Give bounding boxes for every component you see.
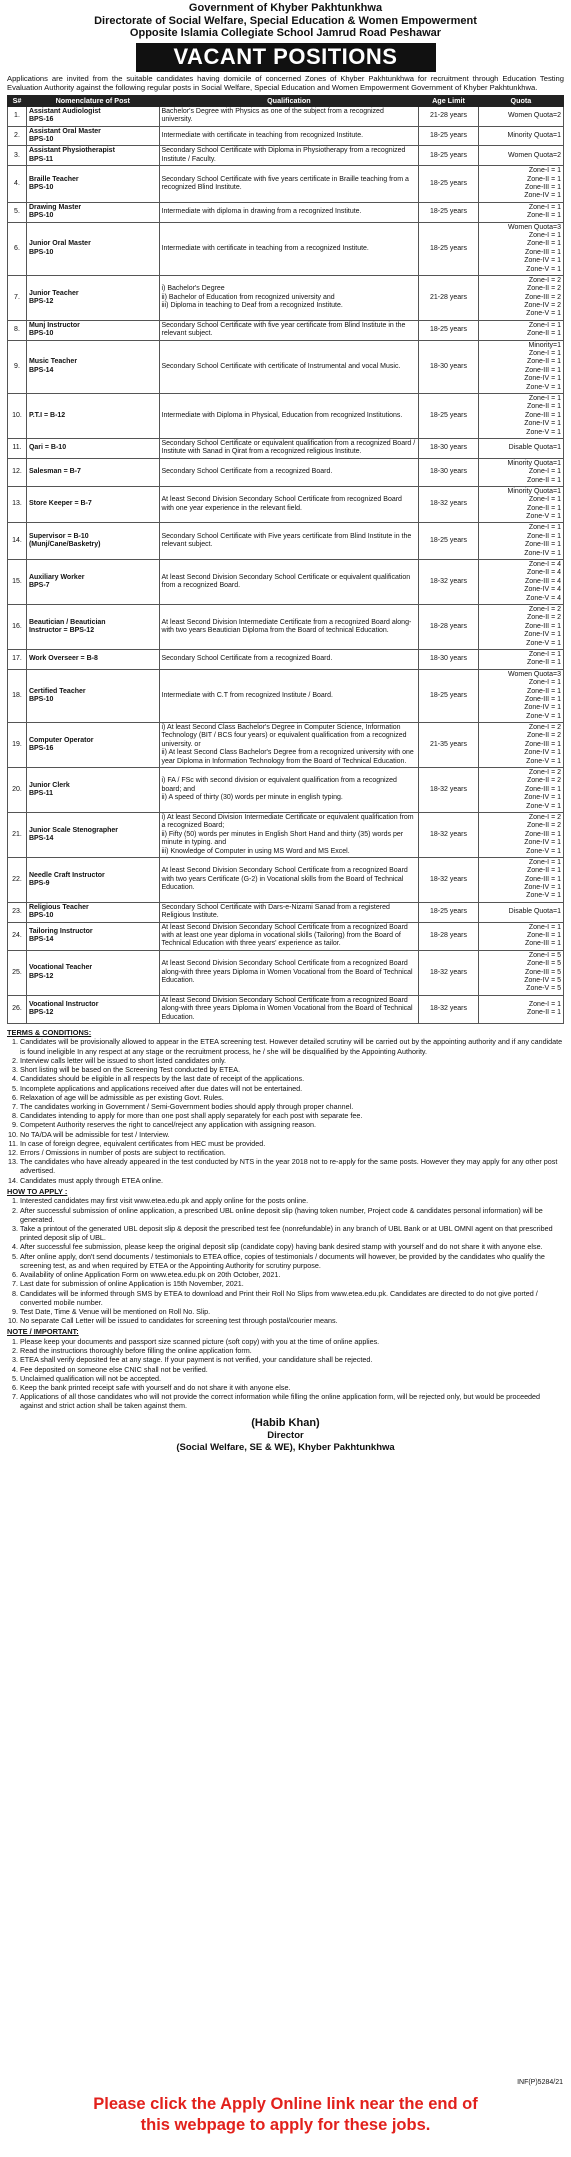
intro-paragraph: Applications are invited from the suitable candidates having domicile of concerned Zones of Khyber Pakhtunkhwa for recruitment through Education Testing Evaluation Authority against the following regular posts in Social Welfare, Special Education and Women Empowerment Government of Khyber Pakhtunkhwa. xyxy=(7,73,564,93)
row-quota: Zone-I = 1 Zone-II = 1 Zone-III = 1 Zone-IV = 1 xyxy=(478,523,563,560)
col-header-quota: Quota xyxy=(478,95,563,106)
apply-item: 10. No separate Call Letter will be issued to candidates for screening test through postal/courier means. xyxy=(20,1316,564,1325)
table-row xyxy=(8,126,564,146)
row-quota: Zone-I = 2 Zone-II = 2 Zone-III = 1 Zone-IV = 1 Zone-V = 1 xyxy=(478,604,563,649)
row-sno: 18. xyxy=(8,669,27,722)
table-row xyxy=(8,458,564,486)
row-qualification: At least Second Division Secondary School Certificate from recognized Board with one year experience in the relevant field. xyxy=(159,486,419,523)
row-age: 18-32 years xyxy=(419,560,479,605)
table-row xyxy=(8,857,564,902)
row-qualification: i) Bachelor's Degree ii) Bachelor of Education from recognized university and iii) Diploma in teaching to Deaf from a recognized Institute. xyxy=(159,275,419,320)
terms-item: 8. Candidates intending to apply for more than one post shall apply separately for each post with separate fee. xyxy=(20,1111,564,1120)
row-qualification: Secondary School Certificate or equivalent qualification from a recognized Board / Institute with Sanad in Qirat from a recognized religious Institute. xyxy=(159,438,419,458)
row-sno: 21. xyxy=(8,812,27,857)
row-quota: Zone-I = 1 Zone-II = 1 Zone-III = 1 Zone-IV = 1 Zone-V = 1 xyxy=(478,857,563,902)
row-age: 18-25 years xyxy=(419,222,479,275)
row-quota: Zone-I = 1 Zone-II = 1 Zone-III = 1 xyxy=(478,922,563,950)
row-qualification: Intermediate with certificate in teaching from recognized Institute. xyxy=(159,126,419,146)
row-sno: 7. xyxy=(8,275,27,320)
row-post: Junior Scale Stenographer BPS-14 xyxy=(26,812,159,857)
apply-item: 9. Test Date, Time & Venue will be mentioned on Roll No. Slip. xyxy=(20,1307,564,1316)
row-age: 18-25 years xyxy=(419,669,479,722)
row-age: 18-25 years xyxy=(419,902,479,922)
row-qualification: At least Second Division Intermediate Certificate from a recognized Board along-with two years Beautician Diploma from the Board of technical Education. xyxy=(159,604,419,649)
row-quota: Zone-I = 1 Zone-II = 1 xyxy=(478,320,563,340)
row-post: Work Overseer = B-8 xyxy=(26,649,159,669)
table-row xyxy=(8,523,564,560)
notes-item: 2. Read the instructions thoroughly before filling the online application form. xyxy=(20,1346,564,1355)
row-sno: 24. xyxy=(8,922,27,950)
row-post: Beautician / Beautician Instructor = BPS-12 xyxy=(26,604,159,649)
row-age: 18-32 years xyxy=(419,768,479,813)
terms-item: 9. Competent Authority reserves the right to cancel/reject any application with assigning reason. xyxy=(20,1120,564,1129)
table-row xyxy=(8,166,564,203)
row-quota: Women Quota=2 xyxy=(478,106,563,126)
row-quota: Minority=1 Zone-I = 1 Zone-II = 1 Zone-III = 1 Zone-IV = 1 Zone-V = 1 xyxy=(478,340,563,393)
row-qualification: At least Second Division Secondary School Certificate from a recognized Board with two years Certificate (G-2) in Vocational skills from the Board of Technical Education. xyxy=(159,857,419,902)
terms-item: 11. In case of foreign degree, equivalent certificates from HEC must be provided. xyxy=(20,1139,564,1148)
row-post: Drawing Master BPS-10 xyxy=(26,202,159,222)
row-sno: 1. xyxy=(8,106,27,126)
terms-section xyxy=(0,1024,571,1411)
row-qualification: i) At least Second Division Intermediate Certificate or equivalent qualification from a recognized Board; ii) Fifty (50) words per minutes in English Short Hand and thirty (35) words per minute in typing. and iii) Knowledge of Computer in using MS Word and MS Excel. xyxy=(159,812,419,857)
terms-item: 4. Candidates should be eligible in all respects by the last date of receipt of the applications. xyxy=(20,1074,564,1083)
row-sno: 3. xyxy=(8,146,27,166)
table-row xyxy=(8,560,564,605)
table-row xyxy=(8,275,564,320)
terms-item: 5. Incomplete applications and applications received after due dates will not be entertained. xyxy=(20,1084,564,1093)
notes-item: 5. Unclaimed qualification will not be accepted. xyxy=(20,1374,564,1383)
row-post: Assistant Oral Master BPS-10 xyxy=(26,126,159,146)
row-age: 18-25 years xyxy=(419,166,479,203)
row-post: Computer Operator BPS-16 xyxy=(26,723,159,768)
row-quota: Zone-I = 2 Zone-II = 2 Zone-III = 1 Zone-IV = 1 Zone-V = 1 xyxy=(478,812,563,857)
table-row xyxy=(8,812,564,857)
row-post: Salesman = B-7 xyxy=(26,458,159,486)
table-row xyxy=(8,950,564,995)
notes-item: 3. ETEA shall verify deposited fee at any stage. If your payment is not verified, your candidature shall be rejected. xyxy=(20,1355,564,1364)
row-post: Tailoring Instructor BPS-14 xyxy=(26,922,159,950)
note-heading: NOTE / IMPORTANT: xyxy=(7,1327,79,1337)
apply-item: 3. Take a printout of the generated UBL deposit slip & deposit the prescribed test fee (nonrefundable) in any branch of UBL Bank or at UBL OMNI agent on that prescribed printed deposit slip of UBL. xyxy=(20,1224,564,1242)
terms-item: 7. The candidates working in Government / Semi-Government bodies should apply through proper channel. xyxy=(20,1102,564,1111)
row-qualification: Secondary School Certificate with five year certificate from Blind Institute in the relevant subject. xyxy=(159,320,419,340)
row-qualification: Intermediate with C.T from recognized Institute / Board. xyxy=(159,669,419,722)
row-qualification: i) FA / FSc with second division or equivalent qualification from a recognized board; and ii) A speed of thirty (30) words per minute in english typing. xyxy=(159,768,419,813)
table-row xyxy=(8,649,564,669)
terms-item: 3. Short listing will be based on the Screening Test conducted by ETEA. xyxy=(20,1065,564,1074)
row-quota: Women Quota=3 Zone-I = 1 Zone-II = 1 Zone-III = 1 Zone-IV = 1 Zone-V = 1 xyxy=(478,669,563,722)
row-quota: Zone-I = 2 Zone-II = 2 Zone-III = 1 Zone-IV = 1 Zone-V = 1 xyxy=(478,768,563,813)
row-sno: 20. xyxy=(8,768,27,813)
table-row xyxy=(8,222,564,275)
row-age: 18-25 years xyxy=(419,146,479,166)
row-age: 18-32 years xyxy=(419,857,479,902)
signatory-name: (Habib Khan) xyxy=(251,1416,320,1429)
row-post: Braille Teacher BPS-10 xyxy=(26,166,159,203)
row-age: 18-25 years xyxy=(419,126,479,146)
row-qualification: Secondary School Certificate from a recognized Board. xyxy=(159,458,419,486)
row-post: Assistant Physiotherapist BPS-11 xyxy=(26,146,159,166)
row-quota: Disable Quota=1 xyxy=(478,438,563,458)
table-row xyxy=(8,995,564,1023)
row-sno: 11. xyxy=(8,438,27,458)
row-age: 21-35 years xyxy=(419,723,479,768)
apply-item: 2. After successful submission of online application, a prescribed UBL online deposit slip (having token number, Project code & candidates personal information) will be generated. xyxy=(20,1206,564,1224)
col-header-sno: S# xyxy=(8,95,27,106)
row-sno: 26. xyxy=(8,995,27,1023)
header-line-2: Directorate of Social Welfare, Special Education & Women Empowerment xyxy=(94,14,477,27)
row-qualification: Intermediate with diploma in drawing from a recognized Institute. xyxy=(159,202,419,222)
terms-item: 2. Interview calls letter will be issued to short listed candidates only. xyxy=(20,1056,564,1065)
row-age: 18-32 years xyxy=(419,995,479,1023)
signature-block xyxy=(0,1417,571,1455)
header-line-3: Opposite Islamia Collegiate School Jamrud Road Peshawar xyxy=(129,27,442,40)
row-quota: Zone-I = 1 Zone-II = 1 Zone-III = 1 Zone-IV = 1 xyxy=(478,166,563,203)
row-post: Supervisor = B-10 (Munj/Cane/Basketry) xyxy=(26,523,159,560)
notes-item: 4. Fee deposited on someone else CNIC shall not be verified. xyxy=(20,1365,564,1374)
notes-item: 1. Please keep your documents and passport size scanned picture (soft copy) with you at the time of online applies. xyxy=(20,1337,564,1346)
row-qualification: Secondary School Certificate with certificate of Instrumental and vocal Music. xyxy=(159,340,419,393)
row-sno: 5. xyxy=(8,202,27,222)
row-quota: Minority Quota=1 xyxy=(478,126,563,146)
row-age: 18-25 years xyxy=(419,320,479,340)
table-row xyxy=(8,768,564,813)
row-post: Vocational Teacher BPS-12 xyxy=(26,950,159,995)
signatory-dept: (Social Welfare, SE & WE), Khyber Pakhtunkhwa xyxy=(176,1442,395,1454)
row-age: 18-32 years xyxy=(419,486,479,523)
row-post: Vocational Instructor BPS-12 xyxy=(26,995,159,1023)
table-row xyxy=(8,723,564,768)
row-sno: 13. xyxy=(8,486,27,523)
row-quota: Disable Quota=1 xyxy=(478,902,563,922)
signatory-title: Director xyxy=(267,1430,304,1442)
apply-online-line-1: Please click the Apply Online link near the end of xyxy=(93,2095,478,2113)
header xyxy=(0,0,571,40)
row-post: Qari = B-10 xyxy=(26,438,159,458)
row-quota: Women Quota=3 Zone-I = 1 Zone-II = 1 Zone-III = 1 Zone-IV = 1 Zone-V = 1 xyxy=(478,222,563,275)
row-quota: Zone-I = 2 Zone-II = 2 Zone-III = 2 Zone-IV = 2 Zone-V = 1 xyxy=(478,275,563,320)
table-row xyxy=(8,146,564,166)
apply-online-line-2: this webpage to apply for these jobs. xyxy=(140,2115,431,2134)
reference-number: INF(P)5284/21 xyxy=(517,2079,563,2086)
row-sno: 25. xyxy=(8,950,27,995)
row-qualification: Intermediate with certificate in teaching from a recognized Institute. xyxy=(159,222,419,275)
terms-item: 14. Candidates must apply through ETEA online. xyxy=(20,1176,564,1185)
row-quota: Zone-I = 5 Zone-II = 5 Zone-III = 5 Zone-IV = 5 Zone-V = 5 xyxy=(478,950,563,995)
row-sno: 4. xyxy=(8,166,27,203)
row-post: Store Keeper = B-7 xyxy=(26,486,159,523)
row-qualification: Secondary School Certificate with Five years certificate from Blind Institute in the relevant subject. xyxy=(159,523,419,560)
col-header-qualification: Qualification xyxy=(159,95,419,106)
terms-item: 6. Relaxation of age will be admissible as per existing Govt. Rules. xyxy=(20,1093,564,1102)
row-age: 18-30 years xyxy=(419,438,479,458)
row-sno: 19. xyxy=(8,723,27,768)
row-post: P.T.I = B-12 xyxy=(26,394,159,439)
terms-item: 1. Candidates will be provisionally allowed to appear in the ETEA screening test. However detailed scrutiny will be carried out by the appointing authority and if any candidate is found ineligible In any respect at any stage or the recruitment process, he / she will be disqualified by the Appointing Authority. xyxy=(20,1037,564,1055)
row-quota: Zone-I = 1 Zone-II = 1 xyxy=(478,995,563,1023)
table-row xyxy=(8,902,564,922)
table-row xyxy=(8,486,564,523)
row-qualification: Secondary School Certificate with Diploma in Physiotherapy from a recognized Institute / Faculty. xyxy=(159,146,419,166)
row-age: 21-28 years xyxy=(419,275,479,320)
row-quota: Minority Quota=1 Zone-I = 1 Zone-II = 1 xyxy=(478,458,563,486)
vacancy-table-body xyxy=(8,106,564,1023)
col-header-post: Nomenclature of Post xyxy=(26,95,159,106)
row-post: Religious Teacher BPS-10 xyxy=(26,902,159,922)
row-age: 18-28 years xyxy=(419,604,479,649)
row-quota: Zone-I = 1 Zone-II = 1 Zone-III = 1 Zone-IV = 1 Zone-V = 1 xyxy=(478,394,563,439)
apply-item: 4. After successful fee submission, please keep the original deposit slip (candidate copy) having bank desired stamp with yourself and do not share it with anyone else. xyxy=(20,1242,564,1251)
note-list xyxy=(7,1337,564,1411)
terms-item: 13. The candidates who have already appeared in the test conducted by NTS in the year 2018 not to re-apply for the same posts. However they may apply for any other post advertised. xyxy=(20,1157,564,1175)
row-post: Junior Oral Master BPS-10 xyxy=(26,222,159,275)
vacancy-table-header xyxy=(8,95,564,106)
table-row xyxy=(8,320,564,340)
row-age: 18-28 years xyxy=(419,922,479,950)
notes-item: 6. Keep the bank printed receipt safe with yourself and do not share it with anyone else. xyxy=(20,1383,564,1392)
row-age: 18-32 years xyxy=(419,950,479,995)
notes-item: 7. Applications of all those candidates who will not provide the correct information while filling the online application form, will be rejected only, but would be proceeded against and strict action shall be taken against them. xyxy=(20,1392,564,1410)
row-age: 18-30 years xyxy=(419,649,479,669)
apply-list xyxy=(7,1196,564,1325)
row-quota: Zone-I = 4 Zone-II = 4 Zone-III = 4 Zone-IV = 4 Zone-V = 4 xyxy=(478,560,563,605)
table-row xyxy=(8,340,564,393)
apply-item: 1. Interested candidates may first visit www.etea.edu.pk and apply online for the posts online. xyxy=(20,1196,564,1205)
row-qualification: i) At least Second Class Bachelor's Degree in Computer Science, Information Technology (BIT / BCS four years) or equivalent qualification from a recognized university. or ii) At least Second Class Bachelor's Degree from a recognized university with one year Diploma in Information Technology from the Board of Technical Education. xyxy=(159,723,419,768)
row-sno: 8. xyxy=(8,320,27,340)
row-qualification: At least Second Division Secondary School Certificate from a recognized Board with at least one year diploma in vocational skills (Tailoring) from the Board of Technical Education with three years' experience as tailor. xyxy=(159,922,419,950)
row-post: Needle Craft Instructor BPS-9 xyxy=(26,857,159,902)
row-age: 18-32 years xyxy=(419,812,479,857)
table-row xyxy=(8,438,564,458)
row-sno: 22. xyxy=(8,857,27,902)
row-age: 18-25 years xyxy=(419,202,479,222)
vacancy-table xyxy=(7,95,564,1024)
row-qualification: At least Second Division Secondary School Certificate from a recognized Board along-with three years Diploma in Women Vocational from the Board of Technical Education. xyxy=(159,995,419,1023)
row-qualification: At least Second Division Secondary School Certificate or equivalent qualification from a recognized Board. xyxy=(159,560,419,605)
row-qualification: Secondary School Certificate with Dars-e-Nizami Sanad from a registered Religious Institute. xyxy=(159,902,419,922)
table-row xyxy=(8,604,564,649)
apply-online-notice xyxy=(0,2094,571,2135)
terms-list xyxy=(7,1037,564,1185)
row-post: Munj Instructor BPS-10 xyxy=(26,320,159,340)
apply-item: 7. Last date for submission of online Application is 15th November, 2021. xyxy=(20,1279,564,1288)
row-qualification: At least Second Division Secondary School Certificate from a recognized Board along-with three years Diploma in Women Vocational from the Board of Technical Education. xyxy=(159,950,419,995)
row-sno: 17. xyxy=(8,649,27,669)
table-row xyxy=(8,106,564,126)
row-sno: 23. xyxy=(8,902,27,922)
row-post: Junior Teacher BPS-12 xyxy=(26,275,159,320)
row-qualification: Secondary School Certificate from a recognized Board. xyxy=(159,649,419,669)
header-line-1: Government of Khyber Pakhtunkhwa xyxy=(188,2,383,14)
row-age: 18-30 years xyxy=(419,458,479,486)
row-sno: 2. xyxy=(8,126,27,146)
table-row xyxy=(8,669,564,722)
row-sno: 10. xyxy=(8,394,27,439)
row-sno: 9. xyxy=(8,340,27,393)
apply-item: 5. After online apply, don't send documents / testimonials to ETEA office, copies of testimonials / documents will however, be provided by the candidates who qualify the screening test, as and when required by ETEA or the Appointing Authority for scrutiny purpose. xyxy=(20,1252,564,1270)
row-post: Auxiliary Worker BPS-7 xyxy=(26,560,159,605)
terms-item: 12. Errors / Omissions in number of posts are subject to rectification. xyxy=(20,1148,564,1157)
apply-heading: HOW TO APPLY : xyxy=(7,1186,68,1196)
table-row xyxy=(8,202,564,222)
row-qualification: Intermediate with Diploma in Physical, Education from recognized Institutions. xyxy=(159,394,419,439)
row-quota: Minority Quota=1 Zone-I = 1 Zone-II = 1 Zone-V = 1 xyxy=(478,486,563,523)
row-quota: Zone-I = 1 Zone-II = 1 xyxy=(478,649,563,669)
terms-item: 10. No TA/DA will be admissible for test / Interview. xyxy=(20,1130,564,1139)
row-qualification: Secondary School Certificate with five years certificate in Braille teaching from a recognized Blind Institute. xyxy=(159,166,419,203)
row-quota: Zone-I = 1 Zone-II = 1 xyxy=(478,202,563,222)
row-sno: 14. xyxy=(8,523,27,560)
table-row xyxy=(8,394,564,439)
col-header-age: Age Limit xyxy=(419,95,479,106)
row-sno: 12. xyxy=(8,458,27,486)
row-age: 18-25 years xyxy=(419,394,479,439)
terms-heading: TERMS & CONDITIONS: xyxy=(7,1027,92,1037)
row-quota: Women Quota=2 xyxy=(478,146,563,166)
row-sno: 15. xyxy=(8,560,27,605)
row-age: 21-28 years xyxy=(419,106,479,126)
row-post: Certified Teacher BPS-10 xyxy=(26,669,159,722)
table-row xyxy=(8,922,564,950)
row-post: Assistant Audiologist BPS-16 xyxy=(26,106,159,126)
row-qualification: Bachelor's Degree with Physics as one of the subject from a recognized university. xyxy=(159,106,419,126)
vacant-positions-banner: VACANT POSITIONS xyxy=(136,43,436,72)
row-post: Music Teacher BPS-14 xyxy=(26,340,159,393)
apply-item: 6. Availability of online Application Form on www.etea.edu.pk on 20th October, 2021. xyxy=(20,1270,564,1279)
row-sno: 6. xyxy=(8,222,27,275)
row-quota: Zone-I = 2 Zone-II = 2 Zone-III = 1 Zone-IV = 1 Zone-V = 1 xyxy=(478,723,563,768)
apply-item: 8. Candidates will be informed through SMS by ETEA to download and Print their Roll No Slips from www.etea.edu.pk. Candidates are directed to do not give ported / converted mobile number. xyxy=(20,1289,564,1307)
row-age: 18-30 years xyxy=(419,340,479,393)
row-sno: 16. xyxy=(8,604,27,649)
row-post: Junior Clerk BPS-11 xyxy=(26,768,159,813)
row-age: 18-25 years xyxy=(419,523,479,560)
